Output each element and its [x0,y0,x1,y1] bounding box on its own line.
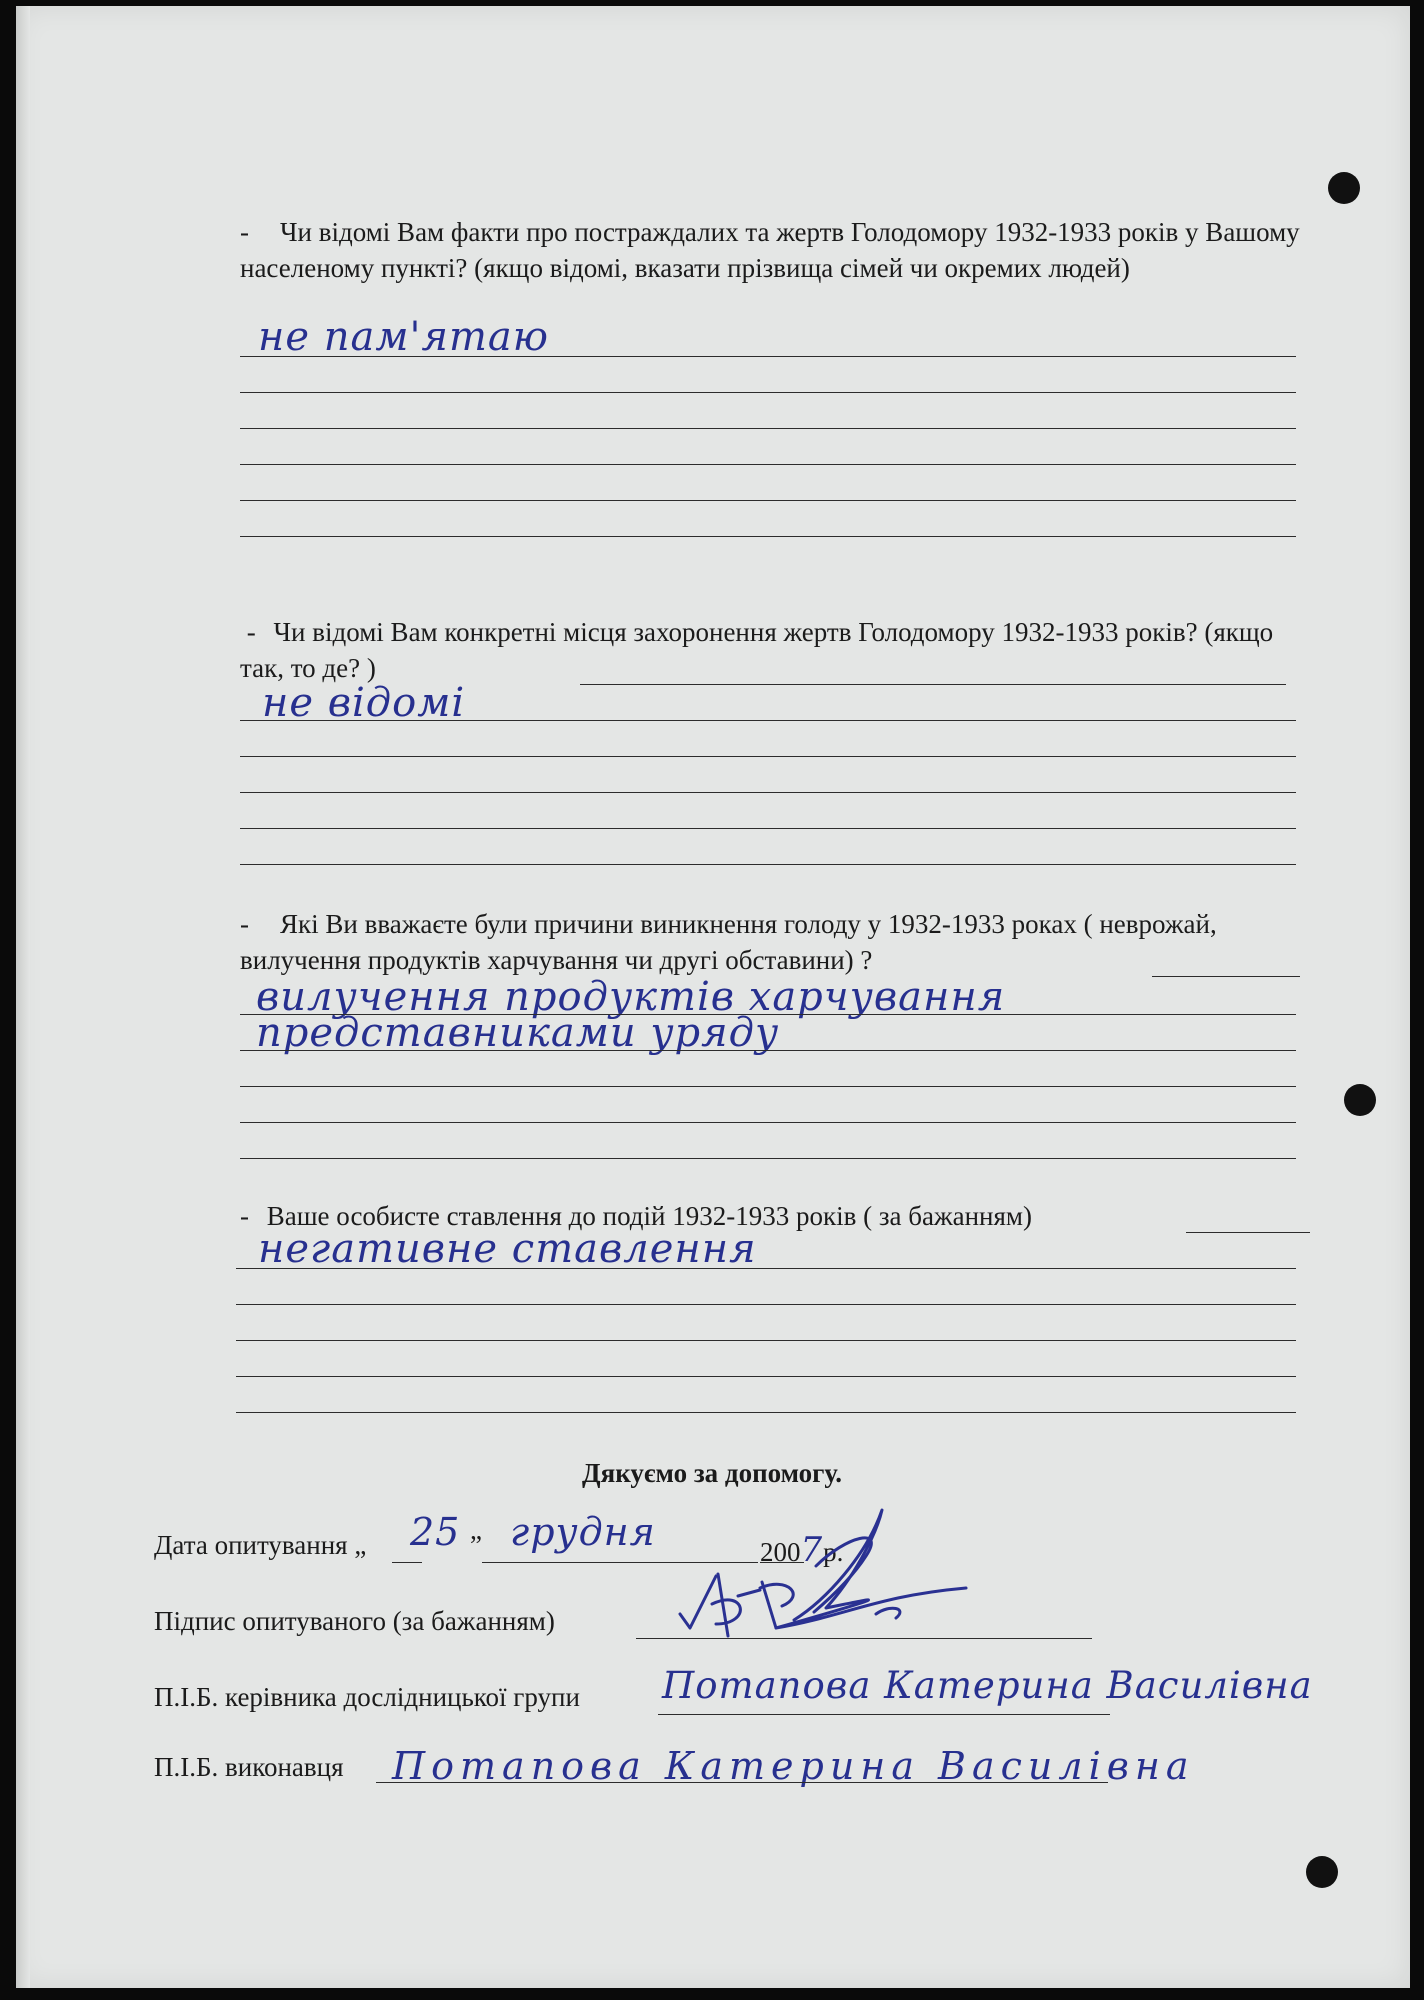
thanks-heading: Дякуємо за допомогу. [582,1458,842,1488]
question-2-text: - Чи відомі Вам конкретні місця захоронення жертв Голодомору 1932-1933 років? (якщо так, то де? ) [240,614,1308,686]
date-close-quote: ” [470,1530,482,1560]
question-4-text: - Ваше особисте ставлення до подій 1932-1933 років ( за бажанням) [240,1198,1308,1234]
answer-1-line-1: не пам'ятаю [258,314,549,360]
answer-4-line-1: негативне ставлення [258,1226,757,1272]
punch-hole-bottom [1306,1856,1338,1888]
date-month: грудня [510,1510,656,1554]
bullet-dash: - [240,217,249,247]
executor-name: Потапова Катерина Василівна [392,1744,1195,1788]
bullet-dash: - [240,909,249,939]
signature-scribble [676,1496,976,1646]
date-label: Дата опитування „ [154,1530,367,1560]
answer-3-line-2: представниками уряду [256,1010,780,1056]
leader-name: Потапова Катерина Василівна [662,1664,1313,1707]
punch-hole-middle [1344,1084,1376,1116]
question-3-text: - Які Ви вважаєте були причини виникнення голоду у 1932-1933 роках ( неврожай, вилучення продуктів харчування чи другі обставини) ? [240,906,1308,978]
question-1-text: - Чи відомі Вам факти про постраждалих та жертв Голодомору 1932-1933 років у Вашому населеному пункті? (якщо відомі, вказати прізвища сімей чи окремих людей) [240,214,1308,286]
answer-3-line-1: вилучення продуктів харчування [256,974,1006,1020]
executor-label: П.І.Б. виконавця [154,1752,344,1782]
bullet-dash: - [240,617,256,647]
signature-label: Підпис опитуваного (за бажанням) [154,1606,555,1636]
bullet-dash: - [240,1201,249,1231]
answer-2-line-1: не відомі [262,680,466,726]
date-day: 25 [410,1510,461,1554]
date-year: 2007р. [760,1530,844,1570]
punch-hole-top [1328,172,1360,204]
leader-label: П.І.Б. керівника дослідницької групи [154,1682,580,1712]
